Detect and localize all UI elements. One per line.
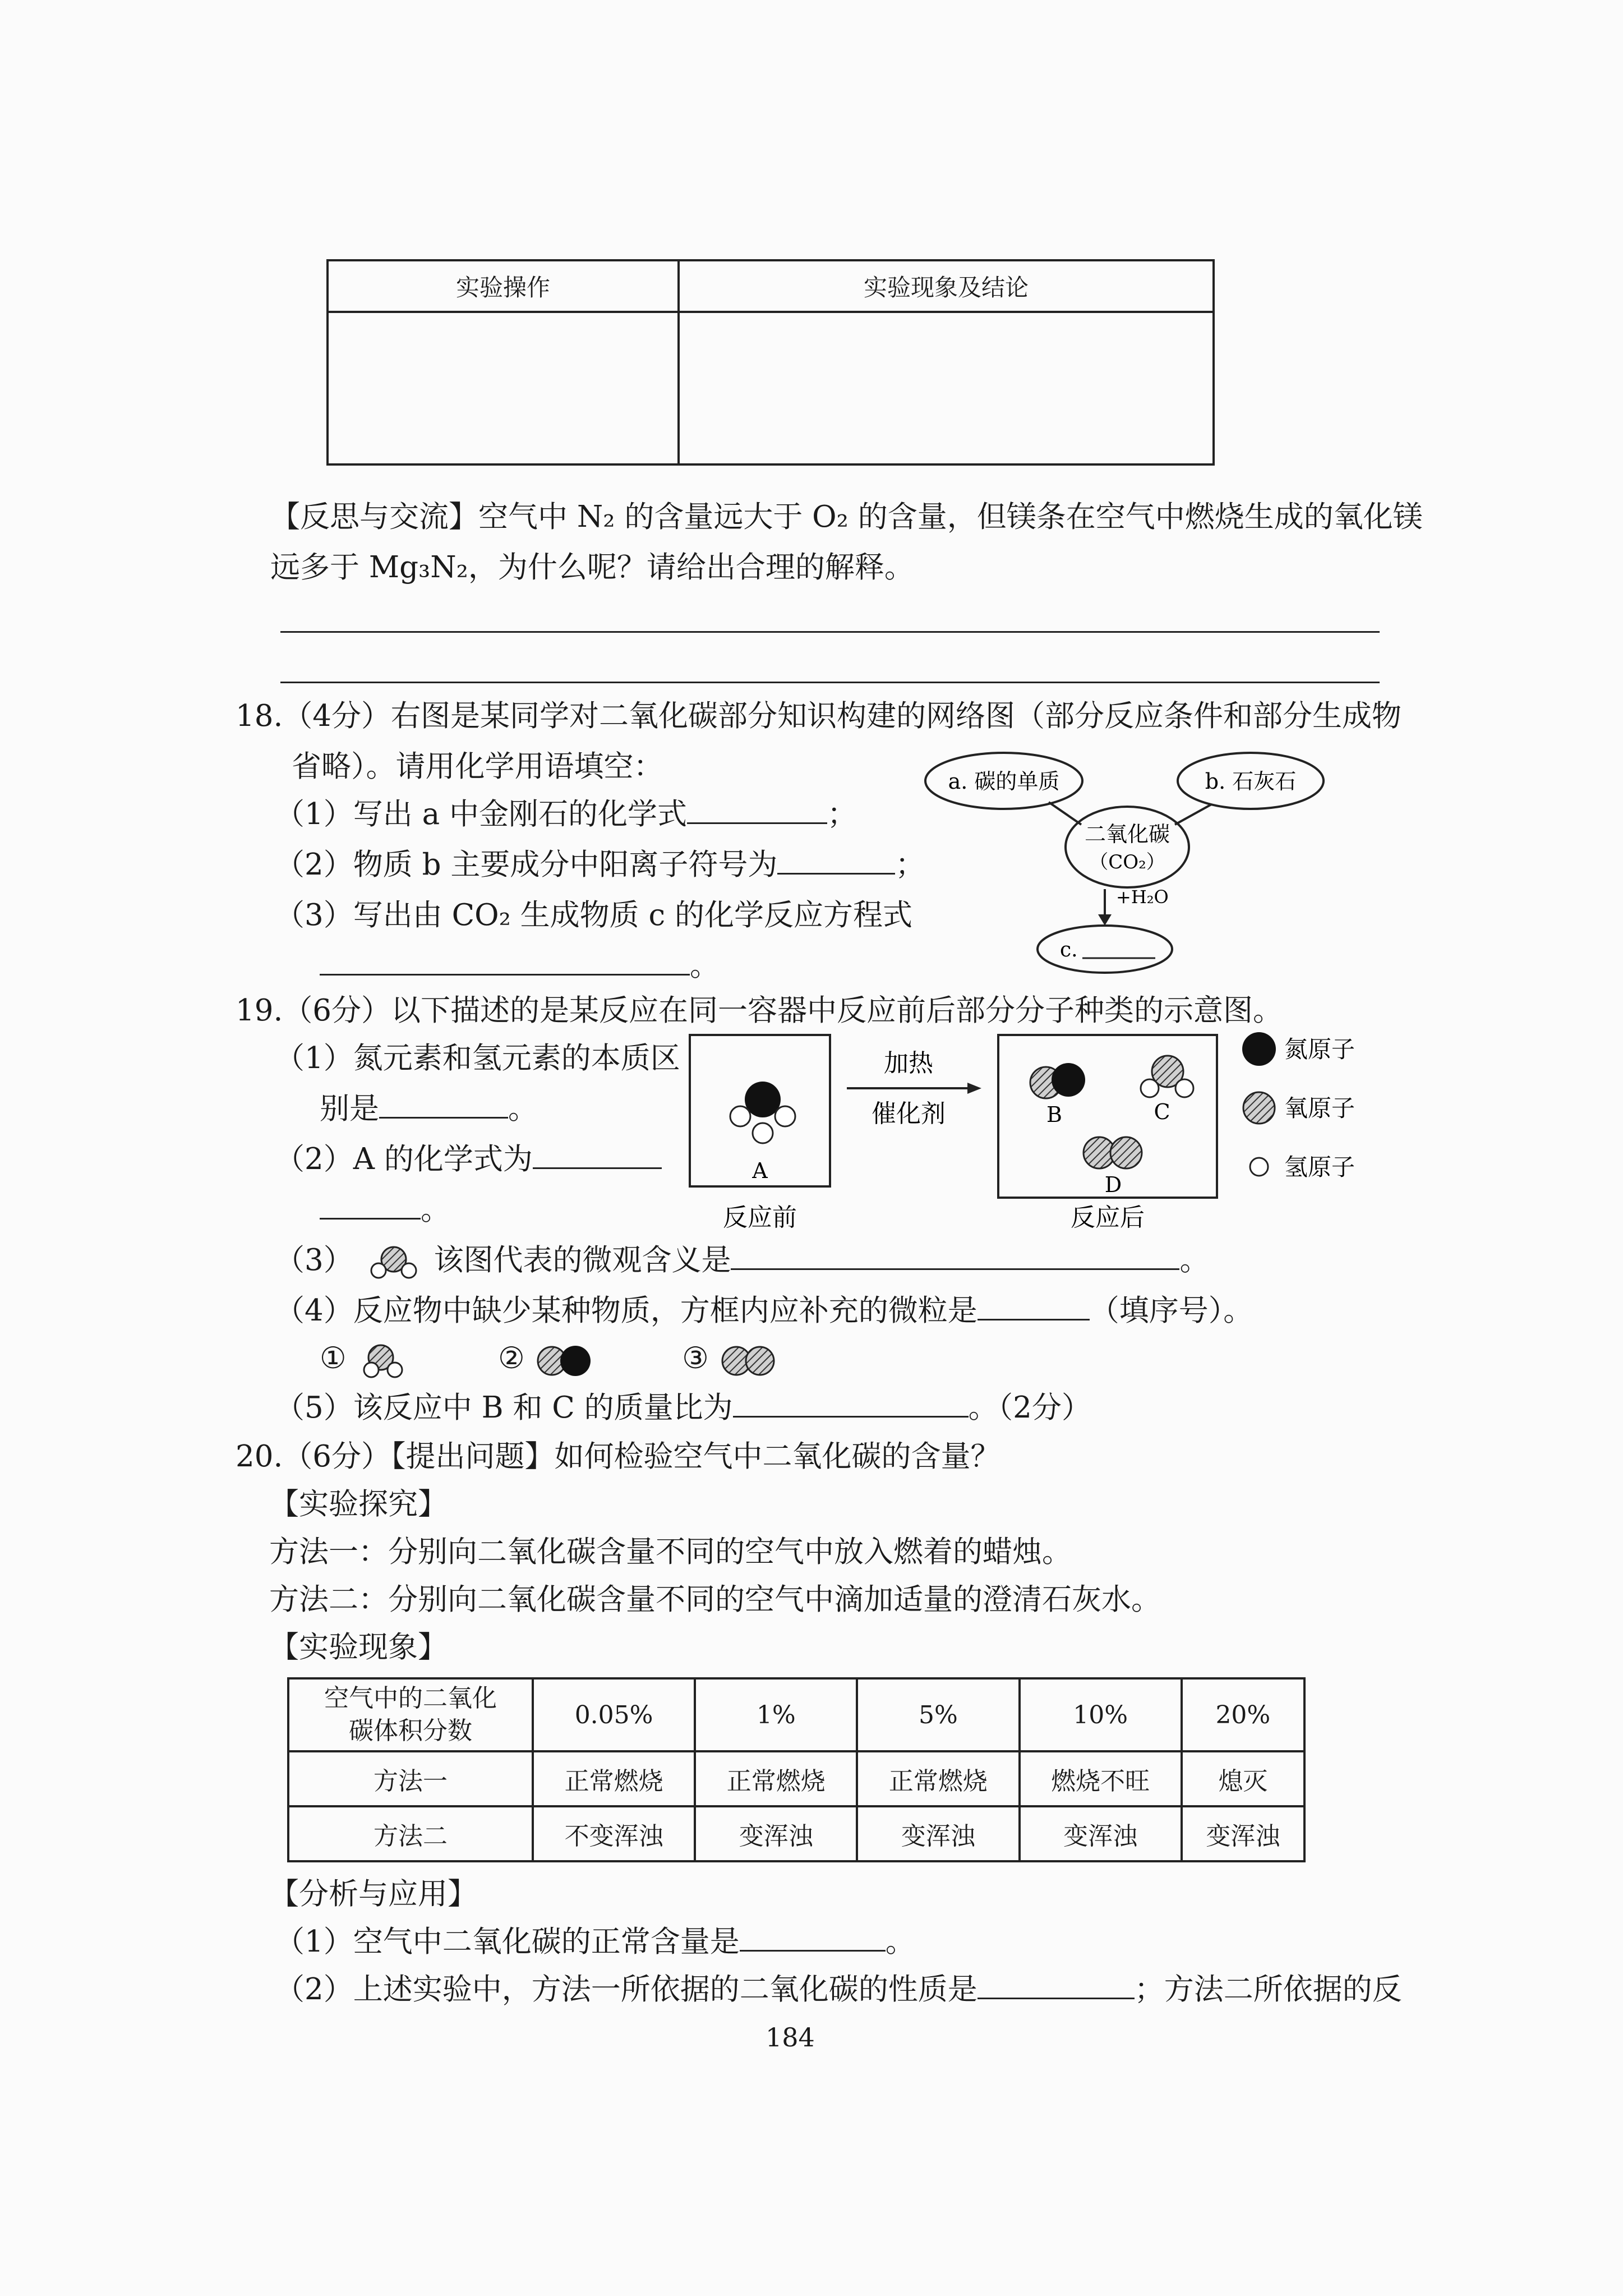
reflect-line-1: 【反思与交流】空气中 N₂ 的含量远大于 O₂ 的含量，但镁条在空气中燃烧生成的氧化镁 [270, 500, 1423, 534]
cond-heat: 加热 [884, 1049, 933, 1078]
answer-line-1 [280, 631, 1380, 633]
q19-sub2: （2）A 的化学式为 [275, 1142, 662, 1177]
row1-cell: 正常燃烧 [695, 1751, 857, 1806]
reaction-arrowhead [967, 1083, 981, 1094]
option-2-molecule-icon[interactable] [534, 1343, 596, 1379]
page-number: 184 [766, 2022, 815, 2053]
a-hydrogen-2 [775, 1106, 795, 1126]
legend-h-label: 氢原子 [1284, 1153, 1355, 1181]
node-b-label: b. 石灰石 [1205, 769, 1297, 794]
option-3-molecule-icon[interactable] [718, 1343, 780, 1379]
label-a: A [752, 1158, 768, 1183]
arrowhead-c [1098, 914, 1112, 926]
after-caption: 反应后 [1071, 1203, 1145, 1232]
q20-blank-2[interactable] [978, 1973, 1135, 1999]
table-col-0: 0.05% [533, 1678, 695, 1751]
node-co2-formula: （CO₂） [1089, 851, 1165, 873]
q19-options [320, 1341, 780, 1379]
q18-title: 18.（4分）右图是某同学对二氧化碳部分知识构建的网络图（部分反应条件和部分生成物 [236, 699, 1402, 733]
answer-line-2 [280, 682, 1380, 683]
q19-blank-1[interactable] [379, 1092, 508, 1119]
water-molecule-icon [363, 1246, 425, 1280]
q20-analysis: 【分析与应用】 [269, 1877, 477, 1911]
q18-blank-2[interactable] [777, 848, 895, 875]
node-co2-ellipse [1066, 807, 1189, 887]
option-1-label: ① [320, 1341, 347, 1375]
label-d: D [1104, 1172, 1122, 1197]
table-col-3: 10% [1020, 1678, 1182, 1751]
reflect-line-2: 远多于 Mg₃N₂，为什么呢？请给出合理的解释。 [270, 550, 914, 585]
table-header-label: 空气中的二氧化 碳体积分数 [288, 1678, 533, 1751]
node-a-label: a. 碳的单质 [948, 769, 1060, 794]
cond-catalyst: 催化剂 [872, 1099, 946, 1128]
co2-network-diagram [920, 746, 1335, 982]
q19-blank-5[interactable] [733, 1391, 969, 1418]
row1-cell: 燃烧不旺 [1020, 1751, 1182, 1806]
table-row [288, 1806, 1304, 1861]
q19-sub1b: 别是 。 [320, 1092, 538, 1126]
row1-cell: 正常燃烧 [857, 1751, 1019, 1806]
q18-sub1: （1）写出 a 中金刚石的化学式 ； [275, 797, 857, 831]
table-row [288, 1751, 1304, 1806]
q20-explore: 【实验探究】 [269, 1487, 448, 1521]
row2-cell: 变浑浊 [857, 1806, 1019, 1861]
q18-blank-1[interactable] [687, 798, 827, 824]
option-3-label: ③ [682, 1341, 709, 1375]
option-2-label: ② [498, 1341, 525, 1375]
a-hydrogen-3 [753, 1123, 773, 1143]
row2-cell: 变浑浊 [1182, 1806, 1304, 1861]
label-b: B [1046, 1102, 1062, 1127]
q19-blank-2b[interactable] [320, 1193, 421, 1220]
row2-label: 方法二 [288, 1806, 533, 1861]
b-nitrogen [1052, 1063, 1085, 1097]
row2-cell: 变浑浊 [1020, 1806, 1182, 1861]
q19-sub4: （4）反应物中缺少某种物质，方框内应补充的微粒是 （填序号）。 [275, 1294, 1253, 1328]
legend-n-label: 氮原子 [1284, 1036, 1355, 1063]
q20-sub1: （1）空气中二氧化碳的正常含量是 。 [275, 1925, 915, 1959]
q19-title: 19.（6分）以下描述的是某反应在同一容器中反应前后部分分子种类的示意图。 [236, 993, 1283, 1028]
d-oxygen-2 [1110, 1137, 1142, 1168]
q20-title: 20.（6分）【提出问题】如何检验空气中二氧化碳的含量？ [236, 1439, 1000, 1474]
c-hydrogen-1 [1141, 1079, 1159, 1097]
table-header-operation: 实验操作 [328, 260, 679, 312]
q20-method2: 方法二：分别向二氧化碳含量不同的空气中滴加适量的澄清石灰水。 [269, 1582, 1161, 1617]
row2-cell: 不变浑浊 [533, 1806, 695, 1861]
node-co2-label: 二氧化碳 [1084, 822, 1170, 846]
q19-sub2b: 。 [320, 1192, 450, 1228]
legend-h-icon [1250, 1158, 1268, 1176]
legend-o-icon [1243, 1092, 1275, 1124]
q18-subtitle: 省略）。请用化学用语填空： [292, 749, 663, 784]
q19-sub1: （1）氮元素和氢元素的本质区 [275, 1041, 680, 1075]
option-1-molecule-icon[interactable] [356, 1343, 412, 1379]
table-cell-result [679, 312, 1214, 464]
q19-sub3: （3） 该图代表的微观含义是 。 [275, 1243, 1209, 1280]
q19-blank-4[interactable] [978, 1294, 1090, 1320]
a-hydrogen-1 [730, 1106, 750, 1126]
q20-phenomenon: 【实验现象】 [269, 1630, 448, 1664]
co2-data-table [287, 1677, 1306, 1862]
arrow-label-h2o: +H₂O [1116, 886, 1169, 908]
table-cell-operation [328, 312, 679, 464]
q19-sub5: （5）该反应中 B 和 C 的质量比为 。（2分） [275, 1391, 1091, 1425]
reaction-diagram [673, 1024, 1385, 1248]
table-col-4: 20% [1182, 1678, 1304, 1751]
table-header-result: 实验现象及结论 [679, 260, 1214, 312]
row1-label: 方法一 [288, 1751, 533, 1806]
q20-blank-1[interactable] [740, 1925, 886, 1952]
before-caption: 反应前 [723, 1203, 797, 1232]
q19-blank-2a[interactable] [533, 1143, 662, 1169]
arrow-a-to-co2 [1049, 802, 1081, 825]
q18-sub3: （3）写出由 CO₂ 生成物质 c 的化学反应方程式 [275, 898, 913, 932]
q18-sub2: （2）物质 b 主要成分中阳离子符号为 ； [275, 848, 925, 882]
q18-blank-3[interactable] [320, 949, 690, 976]
row1-cell: 正常燃烧 [533, 1751, 695, 1806]
q19-blank-3[interactable] [731, 1244, 1179, 1270]
node-c-label: c. [1060, 938, 1078, 961]
table-col-2: 5% [857, 1678, 1019, 1751]
node-c-ellipse [1038, 926, 1172, 973]
row2-cell: 变浑浊 [695, 1806, 857, 1861]
experiment-table [326, 259, 1215, 466]
table-col-1: 1% [695, 1678, 857, 1751]
q20-method1: 方法一：分别向二氧化碳含量不同的空气中放入燃着的蜡烛。 [269, 1535, 1072, 1569]
c-hydrogen-2 [1175, 1079, 1193, 1097]
label-c: C [1154, 1099, 1170, 1124]
legend-o-label: 氧原子 [1284, 1094, 1355, 1122]
row1-cell: 熄灭 [1182, 1751, 1304, 1806]
arrow-b-to-co2 [1175, 804, 1211, 825]
q18-sub3-line: 。 [320, 948, 720, 984]
q20-sub2: （2）上述实验中，方法一所依据的二氧化碳的性质是 ；方法二所依据的反 [275, 1972, 1402, 2007]
legend-n-icon [1242, 1032, 1276, 1066]
